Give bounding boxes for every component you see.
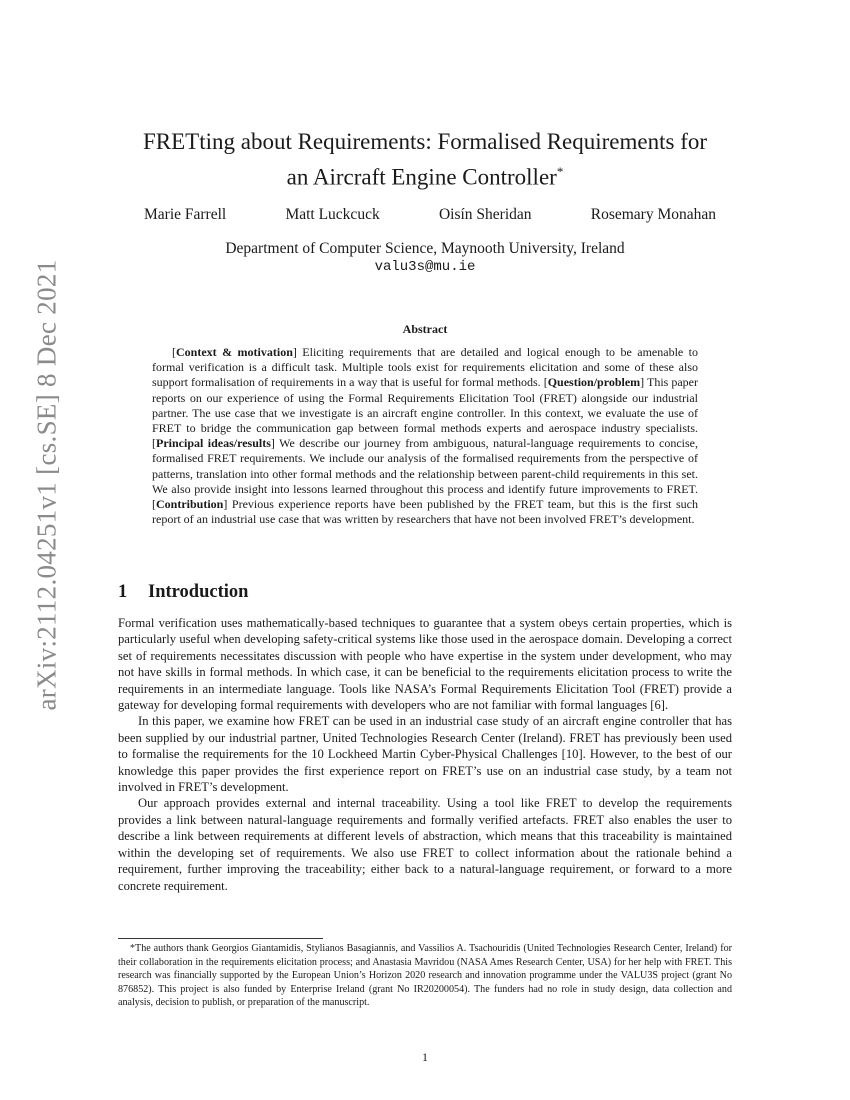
abstract-heading: Abstract <box>402 322 448 336</box>
affiliation-block <box>100 240 750 276</box>
abstract-text: [Context & motivation] Eliciting requirements that are detailed and logical enough to be amenable to formal verification is a difficult task. Multiple tools exist for requirements elicitation and some of these also support formalisation of requirements in a way that is useful for formal methods. [Question/problem] This paper reports on our experience of using the Formal Requirements Elicitation Tool (FRET) alongside our industrial partner. The use case that we investigate is an aircraft engine controller. In this context, we evaluate the use of FRET to bridge the communication gap between formal methods experts and aerospace industry specialists. [Principal ideas/results] We describe our journey from ambiguous, natural-language requirements to concise, formalised FRET requirements. We include our analysis of the formalised requirements from the perspective of patterns, translation into other formal methods and the relationship between parent-child requirements in this set. We also provide insight into lessons learned throughout this process and identify future improvements to FRET. [Contribution] Previous experience reports have been published by the FRET team, but this is the first such report of an industrial use case that was written by researchers that have not been involved FRET’s development. <box>152 345 699 527</box>
page-number: 1 <box>422 1050 428 1064</box>
paragraph: Our approach provides external and internal traceability. Using a tool like FRET to develop the requirements provides a link between natural-language requirements and formally verified artefacts. FRET also enables the user to describe a link between requirements at different levels of abstraction, which means that this traceability is maintained within the developing set of requirements. We also use FRET to collect information about the rationale behind a requirement, further improving the traceability; either back to a natural-language requirement, or forward to a more concrete requirement. <box>118 796 732 893</box>
title-line-2: an Aircraft Engine Controller* <box>286 164 564 190</box>
section-body <box>118 615 732 894</box>
title-line-1: FRETting about Requirements: Formalised Requirements for <box>142 129 708 154</box>
footnote: *The authors thank Georgios Giantamidis, Stylianos Basagiannis, and Vassilios A. Tsachouridis (United Technologies Research Center, Ireland) for their collaboration in the requirements elicitation process; and Anastasia Mavridou (NASA Ames Research Center, USA) for her help with FRET. This research was financially supported by the European Union’s Horizon 2020 research and innovation programme under the VALU3S project (grant No 876852). This project is also funded by Enterprise Ireland (grant No IR20200054). The funders had no role in study design, data collection and analysis, decision to publish, or preparation of the manuscript. <box>118 943 732 1008</box>
author-list <box>120 206 740 224</box>
paragraph: In this paper, we examine how FRET can be used in an industrial case study of an aircraft engine controller that has been supplied by our industrial partner, United Technologies Research Center (Ireland). FRET has previously been used to formalise the requirements for the 10 Lockheed Martin Cyber-Physical Challenges [10]. However, to the best of our knowledge this paper provides the first experience report on FRET’s use on an industrial case study, by a team not involved in FRET’s development. <box>118 714 732 795</box>
email[interactable]: valu3s@mu.ie <box>374 259 476 275</box>
abstract-label-question: Question/problem <box>547 375 641 390</box>
section-heading <box>118 582 248 603</box>
author: Rosemary Monahan <box>590 206 716 223</box>
affiliation: Department of Computer Science, Maynooth University, Ireland <box>225 240 625 257</box>
author: Matt Luckcuck <box>285 206 380 223</box>
abstract-label-context: Context & motivation <box>176 345 293 359</box>
section-title: Introduction <box>148 582 249 602</box>
paragraph: Formal verification uses mathematically-based techniques to guarantee that a system obeys certain properties, which is particularly useful when developing safety-critical systems like those used in the aerospace domain. Developing a correct set of requirements necessitates discussion with people who have expertise in the system under development, who may not have skills in formal methods. In which case, it can be beneficial to the requirements elicitation process to write the requirements in an intermediate language. Tools like NASA’s Formal Requirements Elicitation Tool (FRET) provide a gateway for developing formal requirements with developers who are not familiar with formal languages [6]. <box>118 616 732 713</box>
abstract-label-results: Principal ideas/results <box>156 436 271 451</box>
arxiv-identifier: arXiv:2112.04251v1 [cs.SE] 8 Dec 2021 <box>31 259 62 711</box>
author: Oisín Sheridan <box>438 206 532 223</box>
author: Marie Farrell <box>144 206 227 223</box>
footnote-divider <box>118 938 323 939</box>
paper-title <box>100 127 750 193</box>
abstract-label-contribution: Contribution <box>156 497 224 512</box>
arxiv-stamp <box>22 259 72 711</box>
title-footnote-mark[interactable]: * <box>556 164 564 179</box>
section-number: 1 <box>118 582 128 602</box>
